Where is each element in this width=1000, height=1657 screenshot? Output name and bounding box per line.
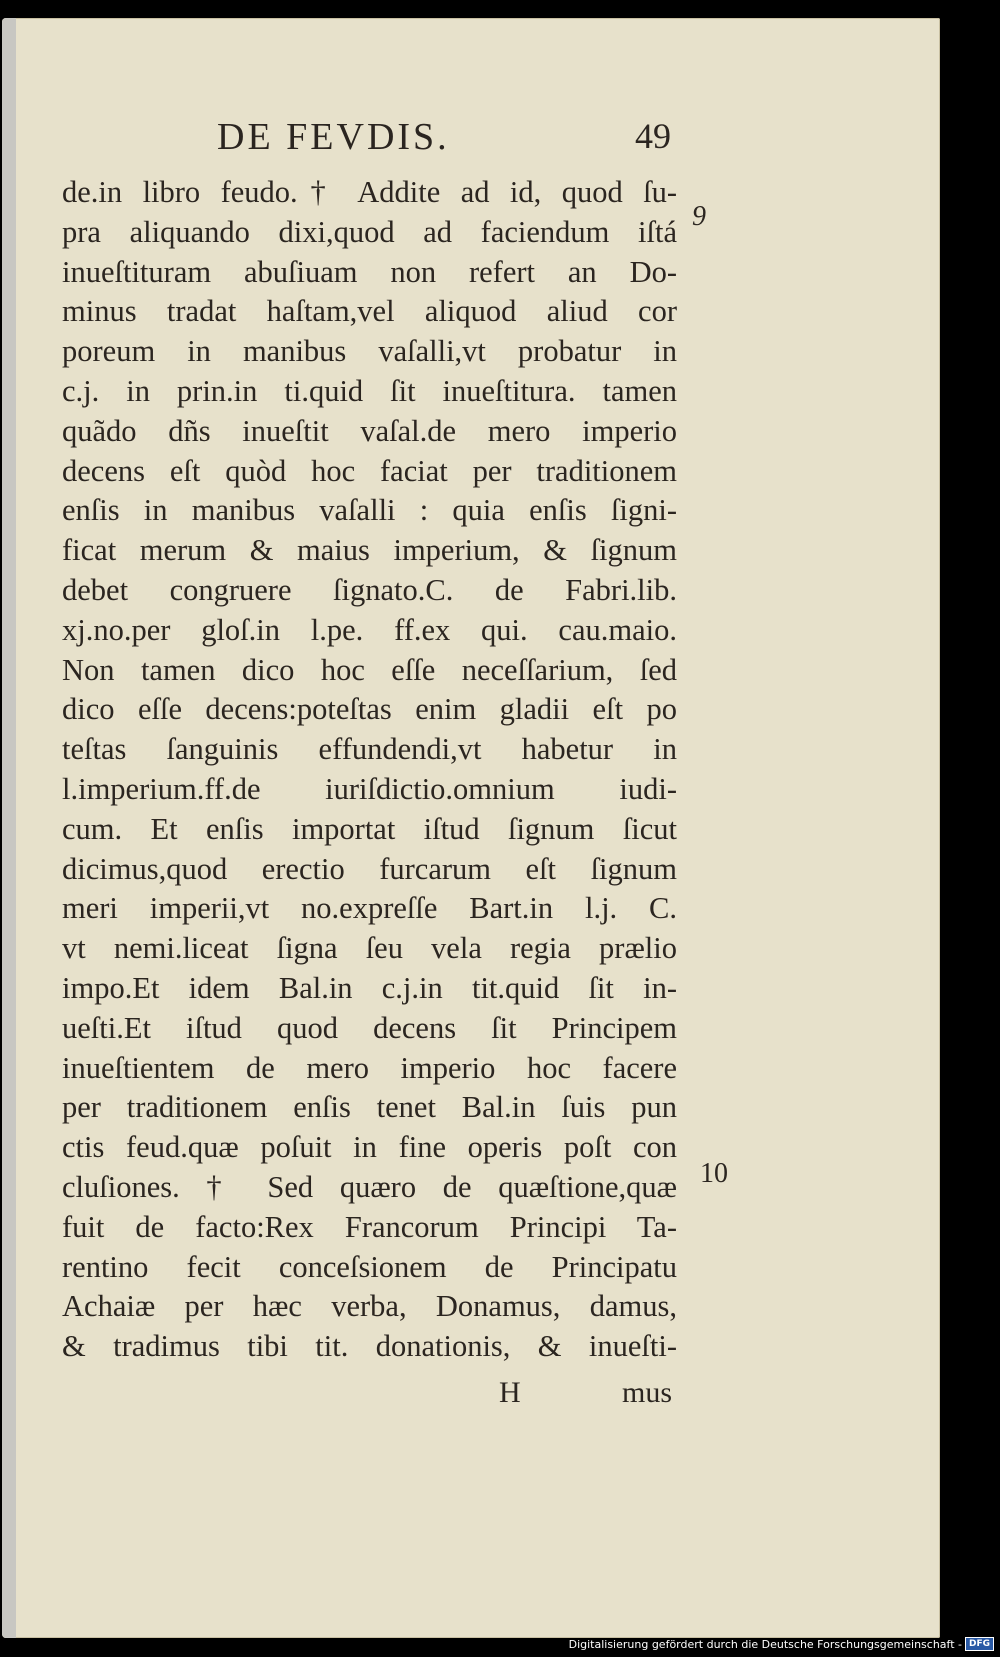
- running-title: DE FEVDIS.: [217, 116, 450, 158]
- text-line: c.j. in prin.in ti.quid ſit inueſtitura. tamen: [62, 373, 677, 408]
- text-line: quãdo dñs inueſtit vaſal.de mero imperio: [62, 413, 677, 448]
- running-head: [2, 115, 940, 165]
- body-text: [62, 173, 677, 1367]
- funding-note: [569, 1637, 994, 1651]
- text-line: dico eſſe decens:poteſtas enim gladii eſt po: [62, 692, 677, 727]
- text-line: ficat merum & maius imperium, & ſignum: [62, 533, 677, 568]
- book-page: [2, 18, 940, 1638]
- text-line: minus tradat haſtam,vel aliquod aliud cor: [62, 294, 677, 329]
- text-line: cluſiones. † Sed quæro de quæſtione,quæ: [62, 1169, 677, 1204]
- text-line: ueſti.Et iſtud quod decens ſit Principem: [62, 1010, 677, 1045]
- text-line: fuit de facto:Rex Francorum Principi Ta-: [62, 1209, 677, 1244]
- text-line: meri imperii,vt no.expreſſe Bart.in l.j. C.: [62, 891, 677, 926]
- text-line: rentino fecit conceſsionem de Principatu: [62, 1249, 677, 1284]
- text-line: l.imperium.ff.de iuriſdictio.omnium iudi-: [62, 771, 677, 806]
- text-line: dicimus,quod erectio furcarum eſt ſignum: [62, 851, 677, 886]
- text-line: enſis in manibus vaſalli : quia enſis ſigni-: [62, 493, 677, 528]
- marginal-number-10: 10: [700, 1158, 728, 1189]
- text-line: ctis feud.quæ poſuit in fine operis poſt con: [62, 1130, 677, 1165]
- signature-mark: H: [499, 1376, 521, 1409]
- dfg-logo-icon: DFG: [965, 1637, 994, 1651]
- text-line: teſtas ſanguinis effundendi,vt habetur in: [62, 732, 677, 767]
- funding-note-text: Digitalisierung gefördert durch die Deutsche Forschungsgemeinschaft -: [568, 1637, 962, 1651]
- marginal-number-9: 9: [692, 201, 706, 232]
- text-line: vt nemi.liceat ſigna ſeu vela regia prælio: [62, 931, 677, 966]
- text-line: de.in libro feudo.† Addite ad id, quod ſu-: [62, 175, 677, 209]
- text-line: pra aliquando dixi,quod ad faciendum iſtá: [62, 214, 677, 249]
- text-line: & tradimus tibi tit. donationis, & inueſti-: [62, 1329, 677, 1364]
- text-line: Achaiæ per hæc verba, Donamus, damus,: [62, 1289, 677, 1324]
- text-line: poreum in manibus vaſalli,vt probatur in: [62, 334, 677, 369]
- text-line: impo.Et idem Bal.in c.j.in tit.quid ſit in-: [62, 970, 677, 1005]
- text-line: debet congruere ſignato.C. de Fabri.lib.: [62, 572, 677, 607]
- text-line: inueſtituram abuſiuam non refert an Do-: [62, 254, 677, 289]
- page-number: 49: [635, 116, 671, 156]
- catchword: mus: [622, 1376, 673, 1409]
- text-line: Non tamen dico hoc eſſe neceſſarium, ſed: [62, 652, 677, 687]
- text-line: inueſtientem de mero imperio hoc facere: [62, 1050, 677, 1085]
- page-gutter: [2, 18, 16, 1638]
- text-line: decens eſt quòd hoc faciat per traditionem: [62, 453, 677, 488]
- text-line: xj.no.per gloſ.in l.pe. ff.ex qui. cau.maio.: [62, 612, 677, 647]
- text-line: per traditionem enſis tenet Bal.in ſuis pun: [62, 1090, 677, 1125]
- text-line: cum. Et enſis importat iſtud ſignum ſicut: [62, 811, 677, 846]
